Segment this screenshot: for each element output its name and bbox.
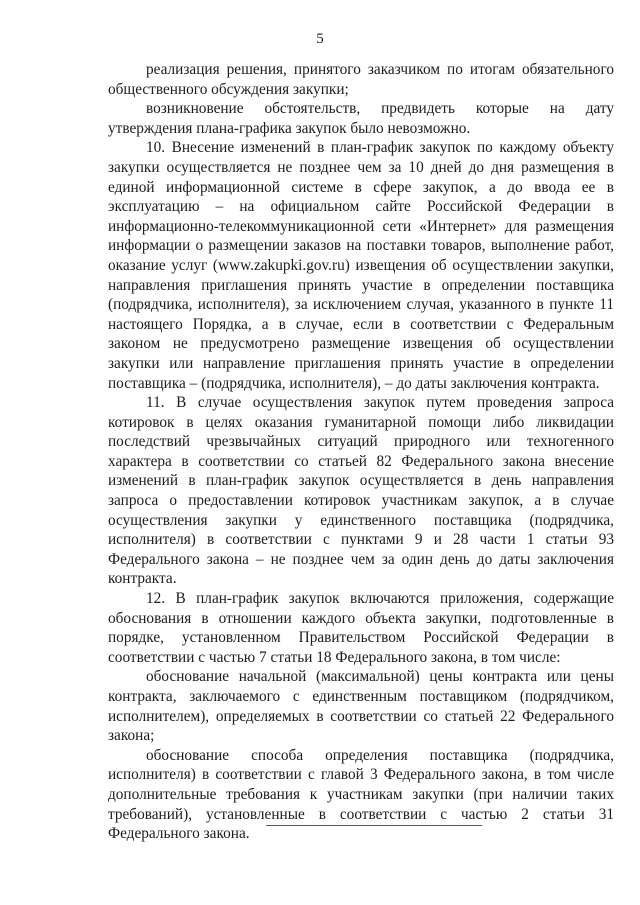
paragraph-clause-10: 10. Внесение изменений в план-график закупок по каждому объекту закупки осуществляется не позднее чем за 10 дней до дня размещения в единой информационной системе в сфере закупок, а до ввода ее в эксплуатацию – на официальном сайте Российской Федерации в информационно-телекоммуникационной сети «Интернет» для размещения информации о размещении заказов на поставки товаров, выполнение работ, оказание услуг (www.zakupki.gov.ru) извещения об осуществлении закупки, направления приглашения принять участие в определении поставщика (подрядчика, исполнителя), за исключением случая, указанного в пункте 11 настоящего Порядка, а в случае, если в соответствии с Федеральным законом не предусмотрено размещение извещения об осуществлении закупки или направление приглашения принять участие в определении поставщика – (подрядчика, исполнителя), – до даты заключения контракта. (108, 139, 614, 392)
end-of-document-rule (266, 825, 482, 826)
document-body (108, 60, 614, 844)
paragraph-method-justification: обоснование способа определения поставщика (подрядчика, исполнителя) в соответствии с главой 3 Федерального закона, в том числе дополнительные требования к участникам закупки (при наличии таких требований), установленные в соответствии с частью 2 статьи 31 Федерального закона. (108, 746, 614, 843)
paragraph-public-discussion: реализация решения, принятого заказчиком по итогам обязательного общественного обсуждения закупки; (108, 61, 614, 98)
paragraph-clause-11: 11. В случае осуществления закупок путем проведения запроса котировок в целях оказания гуманитарной помощи либо ликвидации последствий чрезвычайных ситуаций природного или техногенного характера в соответствии со статьей 82 Федерального закона внесение изменений в план-график закупок осуществляется в день направления запроса о предоставлении котировок участникам закупок, а в случае осуществления закупки у единственного поставщика (подрядчика, исполнителя) в соответствии с пунктами 9 и 28 части 1 статьи 93 Федерального закона – не позднее чем за один день до даты заключения контракта. (108, 394, 614, 588)
paragraph-clause-12: 12. В план-график закупок включаются приложения, содержащие обоснования в отношении каждого объекта закупки, подготовленные в порядке, установленном Правительством Российской Федерации в соответствии с частью 7 статьи 18 Федерального закона, в том числе: (108, 590, 614, 666)
page-number: 5 (316, 31, 324, 47)
paragraph-unforeseen-circumstances: возникновение обстоятельств, предвидеть которые на дату утверждения плана-графика закупок было невозможно. (108, 100, 614, 137)
paragraph-price-justification: обоснование начальной (максимальной) цены контракта или цены контракта, заключаемого с единственным поставщиком (подрядчиком, исполнителем), определяемых в соответствии со статьей 22 Федерального закона; (108, 668, 614, 745)
